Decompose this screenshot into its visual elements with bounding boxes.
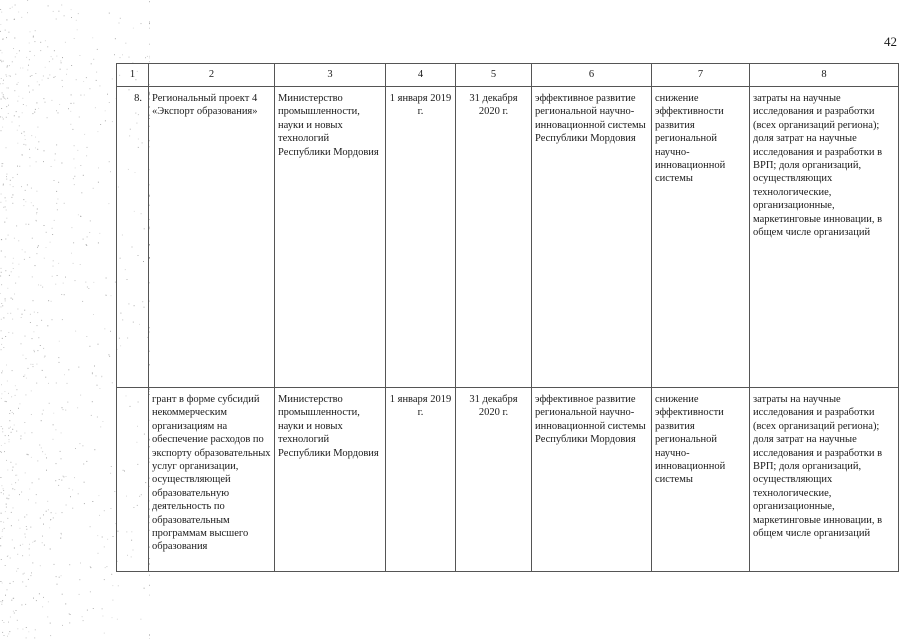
- table-header-row: [117, 64, 899, 87]
- header-cell: 8: [750, 64, 899, 87]
- executor: Министерство промышленности, науки и новых технологий Республики Мордовия: [275, 388, 386, 572]
- row-number: 8.: [117, 87, 149, 388]
- expected-result: эффективное развитие региональной научно-инновационной системы Республики Мордовия: [532, 388, 652, 572]
- indicators: затраты на научные исследования и разработки (всех организаций региона); доля затрат на научные исследования и разработки в ВРП; доля организаций, осуществляющих технологические, организационные, маркетинговые инновации, в общем числе организаций: [750, 388, 899, 572]
- indicators: затраты на научные исследования и разработки (всех организаций региона); доля затрат на научные исследования и разработки в ВРП; доля организаций, осуществляющих технологические, организационные, маркетинговые инновации, в общем числе организаций: [750, 87, 899, 388]
- header-cell: 4: [386, 64, 456, 87]
- document-table: [116, 63, 899, 572]
- header-cell: 6: [532, 64, 652, 87]
- risk: снижение эффективности развития региональной научно-инновационной системы: [652, 87, 750, 388]
- end-date: 31 декабря 2020 г.: [456, 388, 532, 572]
- header-cell: 3: [275, 64, 386, 87]
- executor: Министерство промышленности, науки и новых технологий Республики Мордовия: [275, 87, 386, 388]
- start-date: 1 января 2019 г.: [386, 87, 456, 388]
- start-date: 1 января 2019 г.: [386, 388, 456, 572]
- measure-name: Региональный проект 4 «Экспорт образования»: [149, 87, 275, 388]
- expected-result: эффективное развитие региональной научно-инновационной системы Республики Мордовия: [532, 87, 652, 388]
- end-date: 31 декабря 2020 г.: [456, 87, 532, 388]
- table-row: [117, 87, 899, 388]
- page-number: 42: [884, 34, 897, 49]
- risk: снижение эффективности развития региональной научно-инновационной системы: [652, 388, 750, 572]
- row-number: [117, 388, 149, 572]
- header-cell: 5: [456, 64, 532, 87]
- table-row: [117, 388, 899, 572]
- measure-name: грант в форме субсидий некоммерческим организациям на обеспечение расходов по экспорту образовательных услуг организации, осуществляющей образовательную деятельность по образовательным программам высшего образования: [149, 388, 275, 572]
- header-cell: 1: [117, 64, 149, 87]
- header-cell: 7: [652, 64, 750, 87]
- header-cell: 2: [149, 64, 275, 87]
